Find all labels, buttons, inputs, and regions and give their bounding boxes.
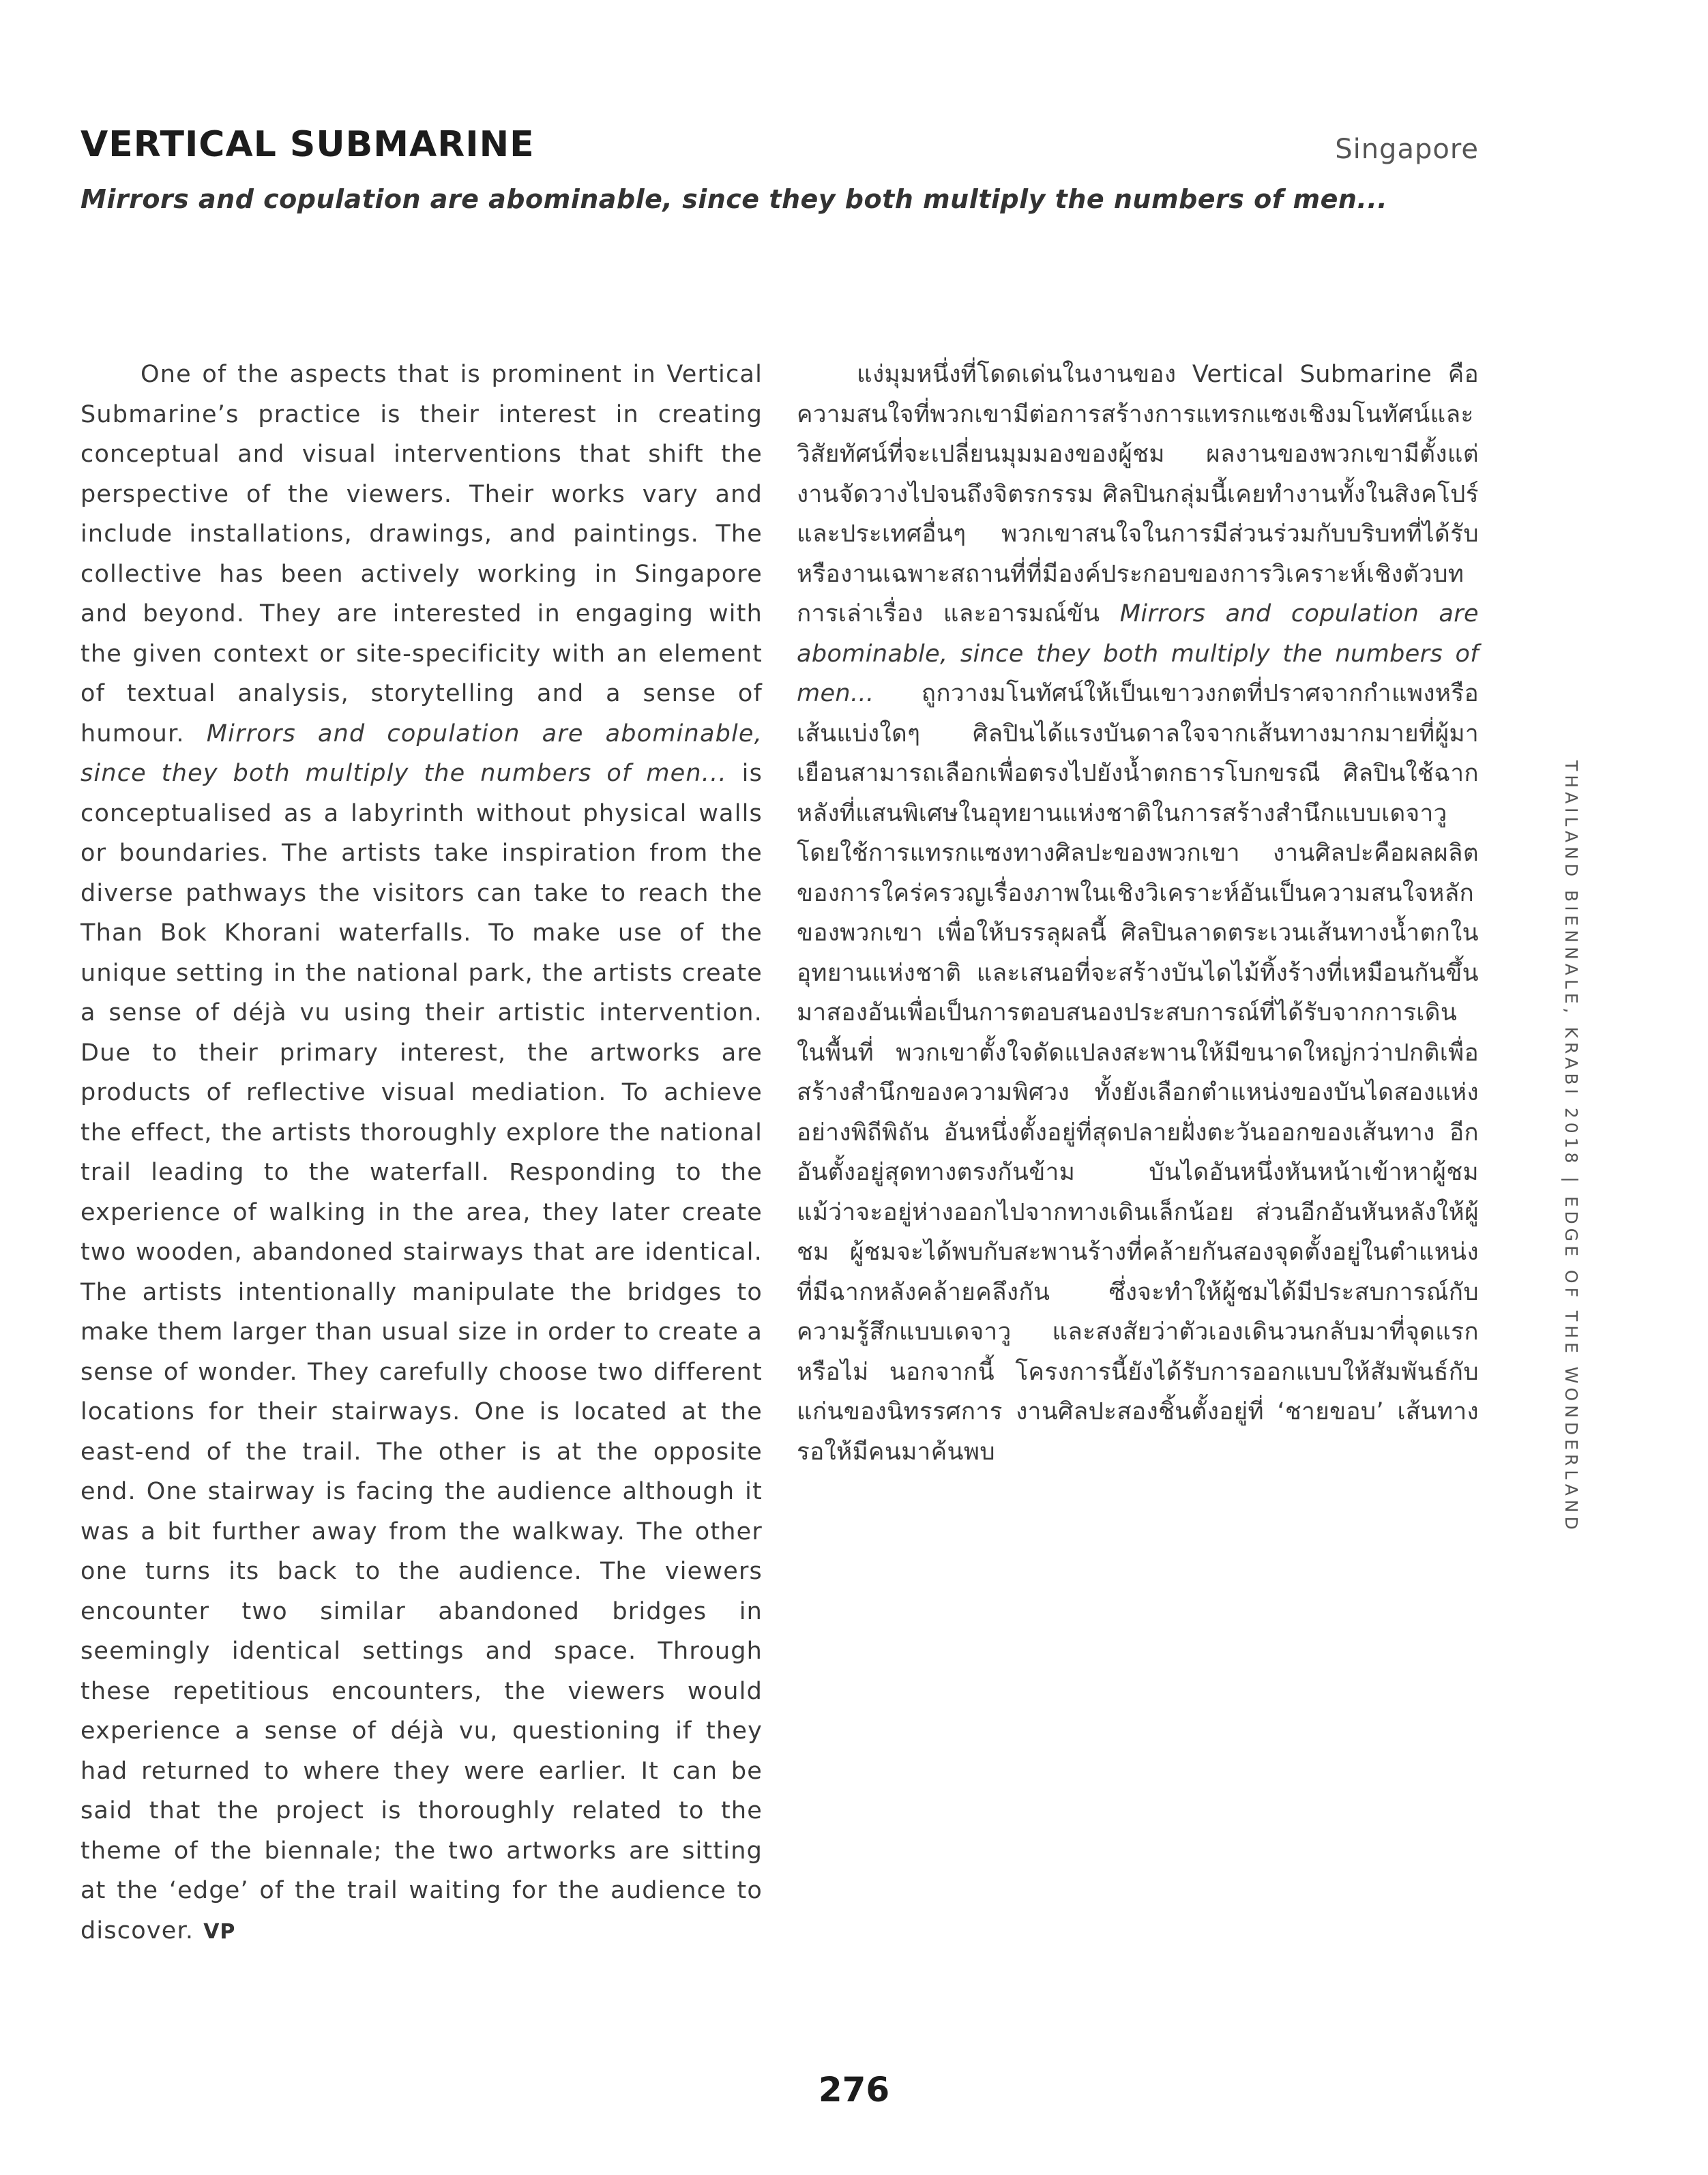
artwork-title: Mirrors and copulation are abominable, since they both multiply the numbers of men... — [80, 184, 1388, 214]
artist-country: Singapore — [1335, 134, 1479, 165]
thai-text-part2: ถูกวางมโนทัศน์ให้เป็นเขาวงกตที่ปราศจากกำแพงหรือเส้นแบ่งใดๆ ศิลปินได้แรงบันดาลใจจากเส้นทางมากมายที่ผู้มาเยือนสามารถเลือกเพื่อตรงไปยังน้ำตกธารโบกขรณี ศิลปินใช้ฉากหลังที่แสนพิเศษในอุทยานแห่งชาติในการสร้างสำนึกแบบเดจาวูโดยใช้การแทรกแซงทางศิลปะของพวกเขา งานศิลปะคือผลผลิตของการใคร่ครวญเรื่องภาพในเชิงวิเคราะห์อันเป็นความสนใจหลักของพวกเขา เพื่อให้บรรลุผลนี้ ศิลปินลาดตระเวนเส้นทางน้ำตกในอุทยานแห่งชาติ และเสนอที่จะสร้างบันไดไม้ทิ้งร้างที่เหมือนกันขึ้นมาสองอันเพื่อเป็นการตอบสนองประสบการณ์ที่ได้รับจากการเดินในพื้นที่ พวกเขาตั้งใจดัดแปลงสะพานให้มีขนาดใหญ่กว่าปกติเพื่อสร้างสำนึกของความพิศวง ทั้งยังเลือกตำแหน่งของบันไดสองแห่งอย่างพิถีพิถัน อันหนึ่งตั้งอยู่ที่สุดปลายฝั่งตะวันออกของเส้นทาง อีกอันตั้งอยู่สุดทางตรงกันข้าม บันไดอันหนึ่งหันหน้าเข้าหาผู้ชม แม้ว่าจะอยู่ห่างออกไปจากทางเดินเล็กน้อย ส่วนอีกอันหันหลังให้ผู้ชม ผู้ชมจะได้พบกับสะพานร้างที่คล้ายกันสองจุดตั้งอยู่ในตำแหน่งที่มีฉากหลังคล้ายคลึงกัน ซึ่งจะทำให้ผู้ชมได้มีประสบการณ์กับความรู้สึกแบบเดจาวู และสงสัยว่าตัวเองเดินวนกลับมาที่จุดแรกหรือไม่ นอกจากนี้ โครงการนี้ยังได้รับการออกแบบให้สัมพันธ์กับแก่นของนิทรรศการ งานศิลปะสองชิ้นตั้งอยู่ที่ ‘ชายขอบ’ เส้นทาง รอให้มีคนมาค้นพบ — [797, 680, 1479, 1466]
english-text-part2: is conceptualised as a labyrinth without physical walls or boundaries. The artists take inspiration from the diverse pathways the visitors can take to reach the Than Bok Khorani waterfalls. To make use of the unique setting in the national park, the artists create a sense of déjà vu using their artistic intervention. Due to their primary interest, the artworks are products of reflective visual mediation. To achieve the effect, the artists thoroughly explore the national trail leading to the waterfall. Responding to the experience of walking in the area, they later create two wooden, abandoned stairways that are identical. The artists intentionally manipulate the bridges to make them larger than usual size in order to create a sense of wonder. They carefully choose two different locations for their stairways. One is located at the east-end of the trail. The other is at the opposite end. One stairway is facing the audience although it was a bit further away from the walkway. The other one turns its back to the audience. The viewers encounter two similar abandoned bridges in seemingly identical settings and space. Through these repetitious encounters, the viewers would experience a sense of déjà vu, questioning if they had returned to where they were earlier. It can be said that the project is thoroughly related to the theme of the biennale; the two artworks are sitting at the ‘edge’ of the trail waiting for the audience to discover. — [80, 760, 763, 1944]
english-paragraph — [80, 355, 763, 1952]
thai-text-part1: แง่มุมหนึ่งที่โดดเด่นในงานของ Vertical Submarine คือความสนใจที่พวกเขามีต่อการสร้างการแทรกแซงเชิงมโนทัศน์และวิสัยทัศน์ที่จะเปลี่ยนมุมมองของผู้ชม ผลงานของพวกเขามีตั้งแต่งานจัดวางไปจนถึงจิตรกรรม ศิลปินกลุ่มนี้เคยทำงานทั้งในสิงคโปร์และประเทศอื่นๆ พวกเขาสนใจในการมีส่วนร่วมกับบริบทที่ได้รับหรืองานเฉพาะสถานที่ที่มีองค์ประกอบของการวิเคราะห์เชิงตัวบท การเล่าเรื่อง และอารมณ์ขัน — [797, 361, 1479, 627]
thai-paragraph — [797, 355, 1479, 1472]
thai-italic-title: Mirrors and copulation are abominable, since they both multiply the numbers of men... — [797, 600, 1479, 707]
thai-column — [797, 355, 1479, 1472]
english-italic-title: Mirrors and copulation are abominable, since they both multiply the numbers of men... — [80, 720, 763, 787]
running-header-vertical: THAILAND BIENNALE, KRABI 2018 | EDGE OF THE WONDERLAND — [1561, 760, 1581, 1534]
english-column — [80, 355, 763, 1952]
author-initials: VP — [203, 1919, 236, 1944]
page-number: 276 — [818, 2070, 890, 2110]
english-text-part1: One of the aspects that is prominent in Vertical Submarine’s practice is their interest in creating conceptual and visual interventions that shift the perspective of the viewers. Their works vary and include installations, drawings, and paintings. The collective has been actively working in Singapore and beyond. They are interested in engaging with the given context or site-specificity with an element of textual analysis, storytelling and a sense of humour. — [80, 361, 763, 748]
page-title: VERTICAL SUBMARINE — [80, 124, 535, 165]
